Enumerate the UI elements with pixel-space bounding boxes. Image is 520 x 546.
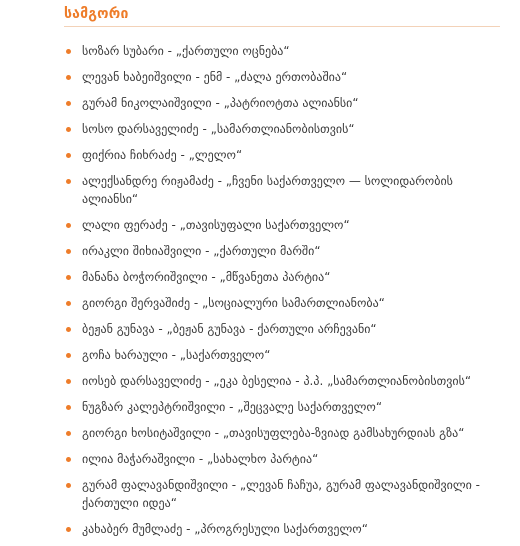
bullet-icon [66,153,71,158]
candidate-list [64,42,500,546]
bullet-icon [66,101,71,106]
candidate-text: ალექსანდრე რიჟამაძე - „ჩვენი საქართველო — სოლიდარობის ალიანსი“ [82,174,453,206]
bullet-icon [66,405,71,410]
candidate-text: ბეჟან გუნავა - „ბეჟან გუნავა - ქართული არჩევანი“ [82,322,377,336]
list-item [64,450,500,468]
candidate-text: გიორგი შერვაშიძე - „სოციალური სამართლიანობა“ [82,296,385,310]
list-item [64,216,500,234]
candidate-text: გურამ ნიკოლაიშვილი - „პატრიოტთა ალიანსი“ [82,96,359,110]
candidate-text: ირაკლი შიხიაშვილი - „ქართული მარში“ [82,244,321,258]
candidate-text: კახაბერ მუმლაძე - „პროგრესული საქართველო“ [82,522,368,536]
list-item [64,294,500,312]
list-item [64,68,500,86]
bullet-icon [66,327,71,332]
bullet-icon [66,483,71,488]
list-item [64,242,500,260]
bullet-icon [66,379,71,384]
candidate-text: ლევან ხაბეიშვილი - ენმ - „ძალა ერთობაშია“ [82,70,348,84]
candidate-text: იოსებ დარსაველიძე - „ეკა ბესელია - პ.პ. „სამართლიანობისთვის“ [82,374,472,388]
bullet-icon [66,49,71,54]
list-item [64,346,500,364]
candidate-text: ლალი ფერაძე - „თავისუფალი საქართველო“ [82,218,350,232]
bullet-icon [66,301,71,306]
list-item [64,42,500,60]
bullet-icon [66,275,71,280]
title-underline [64,26,500,27]
candidate-text: ილია მაჭარაშვილი - „სახალხო პარტია“ [82,452,319,466]
list-item [64,520,500,538]
bullet-icon [66,527,71,532]
bullet-icon [66,179,71,184]
list-item [64,320,500,338]
bullet-icon [66,457,71,462]
list-item [64,172,500,208]
list-item [64,398,500,416]
section-title: სამგორი [64,6,129,22]
candidate-text: მანანა ბოჭორიშვილი - „მწვანეთა პარტია“ [82,270,331,284]
list-item [64,476,500,512]
bullet-icon [66,353,71,358]
list-item [64,372,500,390]
candidate-text: ფიქრია ჩიხრაძე - „ლელო“ [82,148,243,162]
list-item [64,120,500,138]
list-item [64,268,500,286]
bullet-icon [66,75,71,80]
bullet-icon [66,431,71,436]
candidate-text: სოსო დარსაველიძე - „სამართლიანობისთვის“ [82,122,355,136]
candidate-text: სოზარ სუბარი - „ქართული ოცნება“ [82,44,290,58]
list-item [64,424,500,442]
bullet-icon [66,127,71,132]
bullet-icon [66,249,71,254]
candidate-text: გოჩა ხარაული - „საქართველო“ [82,348,271,362]
candidate-text: ნუგზარ კალეპტრიშვილი - „შეცვალე საქართველო“ [82,400,383,414]
list-item [64,94,500,112]
list-item [64,146,500,164]
candidate-text: გიორგი ხოსიტაშვილი - „თავისუფლება-ზვიად გამსახურდიას გზა“ [82,426,465,440]
bullet-icon [66,223,71,228]
candidate-text: გურამ ფალავანდიშვილი - „ლევან ჩაჩუა, გურამ ფალავანდიშვილი - ქართული იდეა“ [82,478,481,510]
